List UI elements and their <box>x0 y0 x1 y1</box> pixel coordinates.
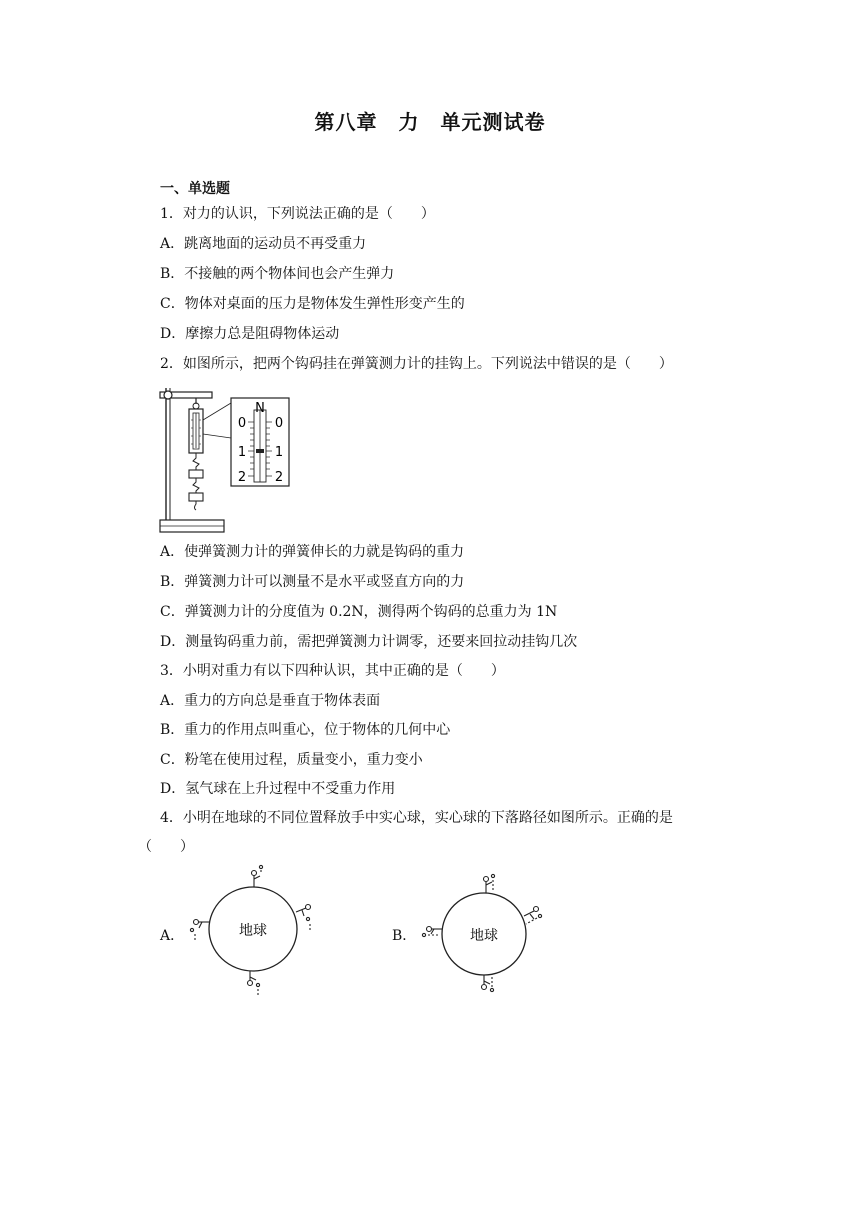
question-2-stem: 2．如图所示，把两个钩码挂在弹簧测力计的挂钩上。下列说法中错误的是（ ） <box>160 356 673 372</box>
section-heading: 一、单选题 <box>160 181 230 197</box>
question-2-option-a: A．使弹簧测力计的弹簧伸长的力就是钩码的重力 <box>160 544 465 560</box>
scale-right-tick-0: 0 <box>274 416 284 431</box>
question-1-option-d: D．摩擦力总是阻碍物体运动 <box>160 326 340 342</box>
question-2-option-b: B．弹簧测力计可以测量不是水平或竖直方向的力 <box>160 574 465 590</box>
question-3-option-a: A．重力的方向总是垂直于物体表面 <box>160 693 381 709</box>
scale-left-tick-1: 1 <box>237 445 247 460</box>
question-3-option-b: B．重力的作用点叫重心，位于物体的几何中心 <box>160 722 451 738</box>
question-3-stem: 3．小明对重力有以下四种认识，其中正确的是（ ） <box>160 663 505 679</box>
earth-figure-a <box>188 862 320 997</box>
question-1-option-a: A．跳离地面的运动员不再受重力 <box>160 236 367 252</box>
scale-right-tick-2: 2 <box>274 470 284 485</box>
scale-left-tick-2: 2 <box>237 470 247 485</box>
question-1-option-b: B．不接触的两个物体间也会产生弹力 <box>160 266 395 282</box>
scale-unit-label: N <box>255 401 265 416</box>
figure-b-label: B． <box>392 928 417 944</box>
scale-right-tick-1: 1 <box>274 445 284 460</box>
question-4-stem: 4．小明在地球的不同位置释放手中实心球，实心球的下落路径如图所示。正确的是 <box>160 810 673 826</box>
question-2-option-d: D．测量钩码重力前，需把弹簧测力计调零，还要来回拉动挂钩几次 <box>160 634 578 650</box>
earth-label-b: 地球 <box>470 928 498 944</box>
earth-label-a: 地球 <box>239 923 267 939</box>
figure-a-label: A． <box>160 928 185 944</box>
question-3-option-c: C．粉笔在使用过程，质量变小，重力变小 <box>160 752 423 768</box>
question-3-option-d: D．氢气球在上升过程中不受重力作用 <box>160 781 396 797</box>
spring-scale-figure <box>158 380 293 535</box>
question-1-option-c: C．物体对桌面的压力是物体发生弹性形变产生的 <box>160 296 465 312</box>
earth-figure-b <box>420 872 552 997</box>
scale-left-tick-0: 0 <box>237 416 247 431</box>
question-4-stem-continuation: （ ） <box>138 839 194 855</box>
question-1-stem: 1．对力的认识，下列说法正确的是（ ） <box>160 206 435 222</box>
page-title: 第八章 力 单元测试卷 <box>314 110 546 134</box>
question-2-option-c: C．弹簧测力计的分度值为 0.2N，测得两个钩码的总重力为 1N <box>160 604 558 620</box>
